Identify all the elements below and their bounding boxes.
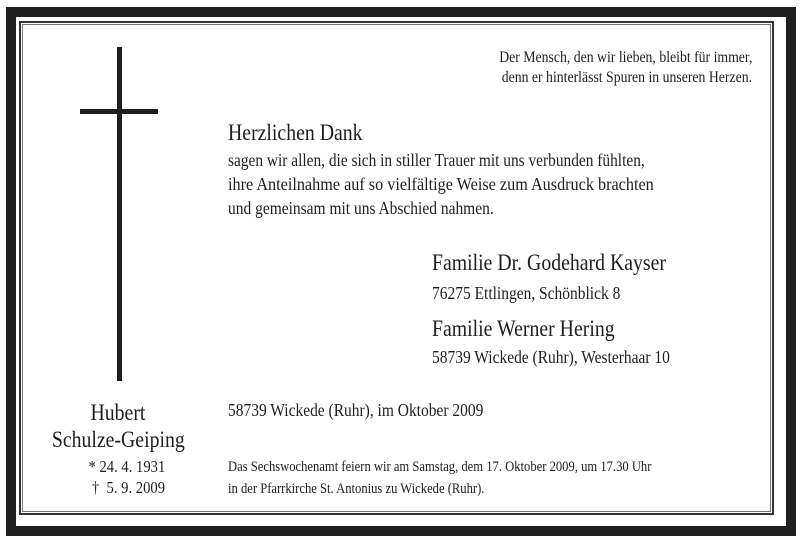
- quote-line: [461, 70, 752, 86]
- family-address-text: 76275 Ettlingen, Schönblick 8: [432, 283, 621, 303]
- quote-line: [458, 50, 752, 66]
- cross-icon-bar: [80, 109, 158, 114]
- place-date-text: 58739 Wickede (Ruhr), im Oktober 2009: [228, 400, 484, 420]
- last-name-text: Schulze-Geiping: [51, 427, 185, 452]
- body-line: [228, 151, 715, 169]
- family-name-text: Familie Werner Hering: [432, 316, 615, 341]
- family-name: [432, 251, 704, 274]
- service-text: in der Pfarrkirche St. Antonius zu Wickede (Ruhr).: [228, 481, 485, 497]
- heading-text: Herzlichen Dank: [228, 120, 363, 145]
- deceased-last-name: [18, 428, 218, 451]
- service-line: [228, 460, 732, 475]
- death-date: [80, 479, 165, 496]
- family-address-text: 58739 Wickede (Ruhr), Westerhaar 10: [432, 347, 670, 367]
- body-text: und gemeinsam mit uns Abschied nahmen.: [228, 198, 494, 218]
- quote-text: denn er hinterlässt Spuren in unseren Herzen.: [501, 69, 752, 86]
- death-date-text: † 5. 9. 2009: [91, 478, 165, 497]
- birth-date: [76, 458, 165, 475]
- quote-text: Der Mensch, den wir lieben, bleibt für immer,: [498, 49, 752, 66]
- family-address: [432, 348, 709, 366]
- body-line: [228, 199, 537, 217]
- family-address: [432, 284, 651, 302]
- birth-date-text: * 24. 4. 1931: [88, 457, 165, 476]
- deceased-first-name: [18, 401, 218, 424]
- body-line: [228, 175, 701, 193]
- family-name: [432, 317, 644, 340]
- body-text: ihre Anteilnahme auf so vielfältige Weise zum Ausdruck brachten: [228, 174, 654, 194]
- service-line: [228, 482, 533, 497]
- heading: [228, 121, 384, 144]
- service-text: Das Sechswochenamt feiern wir am Samstag, dem 17. Oktober 2009, um 17.30 Uhr: [228, 459, 652, 475]
- family-name-text: Familie Dr. Godehard Kayser: [432, 250, 667, 275]
- body-text: sagen wir allen, die sich in stiller Trauer mit uns verbunden fühlten,: [228, 150, 645, 170]
- place-date: [228, 401, 525, 419]
- first-name-text: Hubert: [90, 400, 146, 425]
- cross-icon: [117, 47, 122, 381]
